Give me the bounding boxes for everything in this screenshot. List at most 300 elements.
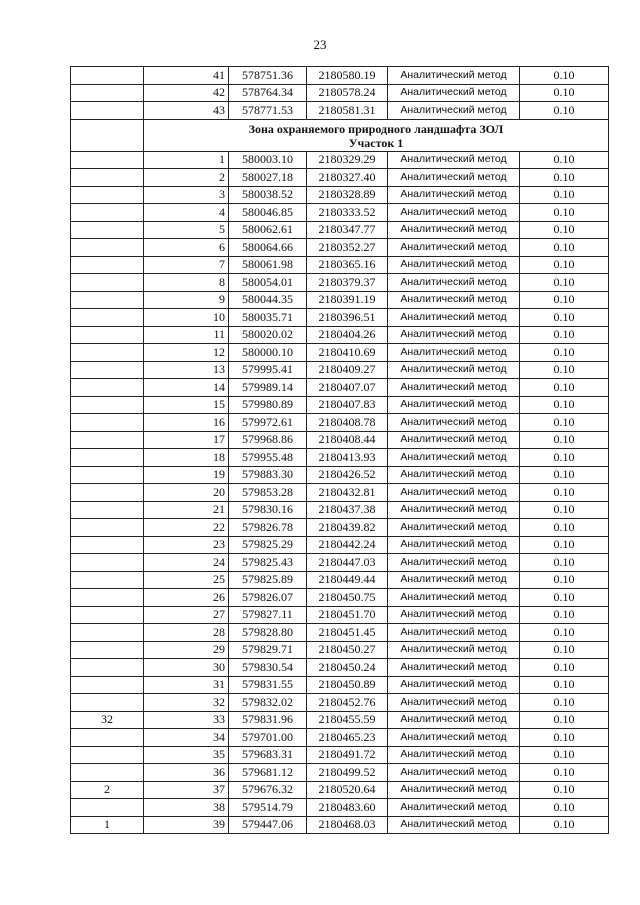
point-side-cell: 1 [71, 816, 144, 834]
coord-y-cell: 2180439.82 [307, 519, 388, 537]
coord-y-cell: 2180450.75 [307, 589, 388, 607]
point-side-cell [71, 84, 144, 102]
coord-x-cell: 580046.85 [229, 204, 307, 222]
section-side-cell [71, 119, 144, 151]
coord-y-cell: 2180580.19 [307, 67, 388, 85]
method-cell: Аналитический метод [388, 344, 520, 362]
point-side-cell [71, 256, 144, 274]
coord-y-cell: 2180447.03 [307, 554, 388, 572]
table-body-top [71, 67, 609, 120]
error-cell: 0.10 [520, 589, 609, 607]
table-row [71, 711, 609, 729]
coord-x-cell: 580020.02 [229, 326, 307, 344]
point-side-cell [71, 519, 144, 537]
coord-y-cell: 2180450.24 [307, 659, 388, 677]
point-side-cell [71, 659, 144, 677]
coord-x-cell: 580064.66 [229, 239, 307, 257]
point-number-cell: 12 [144, 344, 229, 362]
point-side-cell: 32 [71, 711, 144, 729]
coord-y-cell: 2180352.27 [307, 239, 388, 257]
method-cell: Аналитический метод [388, 102, 520, 120]
coord-x-cell: 578764.34 [229, 84, 307, 102]
point-side-cell [71, 606, 144, 624]
method-cell: Аналитический метод [388, 729, 520, 747]
point-number-cell: 7 [144, 256, 229, 274]
point-number-cell: 36 [144, 764, 229, 782]
page-number: 23 [313, 37, 327, 52]
point-number-cell: 8 [144, 274, 229, 292]
method-cell: Аналитический метод [388, 169, 520, 187]
method-cell: Аналитический метод [388, 676, 520, 694]
point-number-cell: 3 [144, 186, 229, 204]
table-row [71, 102, 609, 120]
error-cell: 0.10 [520, 102, 609, 120]
method-cell: Аналитический метод [388, 396, 520, 414]
coord-x-cell: 579826.78 [229, 519, 307, 537]
method-cell: Аналитический метод [388, 274, 520, 292]
point-number-cell: 16 [144, 414, 229, 432]
point-side-cell [71, 309, 144, 327]
error-cell: 0.10 [520, 676, 609, 694]
coord-y-cell: 2180468.03 [307, 816, 388, 834]
coord-x-cell: 579676.32 [229, 781, 307, 799]
point-number-cell: 4 [144, 204, 229, 222]
error-cell: 0.10 [520, 781, 609, 799]
table-row [71, 379, 609, 397]
coord-x-cell: 579825.43 [229, 554, 307, 572]
coord-x-cell: 580054.01 [229, 274, 307, 292]
point-number-cell: 1 [144, 151, 229, 169]
error-cell: 0.10 [520, 501, 609, 519]
point-number-cell: 32 [144, 694, 229, 712]
coord-x-cell: 580038.52 [229, 186, 307, 204]
point-side-cell [71, 344, 144, 362]
point-number-cell: 21 [144, 501, 229, 519]
point-side-cell: 2 [71, 781, 144, 799]
point-side-cell [71, 414, 144, 432]
method-cell: Аналитический метод [388, 484, 520, 502]
error-cell: 0.10 [520, 414, 609, 432]
table-row [71, 624, 609, 642]
method-cell: Аналитический метод [388, 326, 520, 344]
coord-y-cell: 2180327.40 [307, 169, 388, 187]
point-number-cell: 30 [144, 659, 229, 677]
error-cell: 0.10 [520, 746, 609, 764]
method-cell: Аналитический метод [388, 554, 520, 572]
error-cell: 0.10 [520, 379, 609, 397]
point-number-cell: 2 [144, 169, 229, 187]
table-row [71, 606, 609, 624]
coord-y-cell: 2180451.45 [307, 624, 388, 642]
method-cell: Аналитический метод [388, 204, 520, 222]
error-cell: 0.10 [520, 169, 609, 187]
point-side-cell [71, 151, 144, 169]
coord-y-cell: 2180499.52 [307, 764, 388, 782]
error-cell: 0.10 [520, 711, 609, 729]
table-row [71, 186, 609, 204]
coord-y-cell: 2180407.07 [307, 379, 388, 397]
point-number-cell: 11 [144, 326, 229, 344]
point-side-cell [71, 379, 144, 397]
coord-y-cell: 2180404.26 [307, 326, 388, 344]
coord-y-cell: 2180379.37 [307, 274, 388, 292]
coord-x-cell: 579883.30 [229, 466, 307, 484]
coord-y-cell: 2180365.16 [307, 256, 388, 274]
error-cell: 0.10 [520, 554, 609, 572]
coord-y-cell: 2180333.52 [307, 204, 388, 222]
error-cell: 0.10 [520, 291, 609, 309]
coord-x-cell: 579955.48 [229, 449, 307, 467]
coord-x-cell: 579826.07 [229, 589, 307, 607]
table-row [71, 484, 609, 502]
point-side-cell [71, 554, 144, 572]
table-row [71, 659, 609, 677]
error-cell: 0.10 [520, 256, 609, 274]
method-cell: Аналитический метод [388, 781, 520, 799]
point-side-cell [71, 326, 144, 344]
error-cell: 0.10 [520, 659, 609, 677]
section-subtitle: Участок 1 [348, 135, 404, 150]
method-cell: Аналитический метод [388, 151, 520, 169]
point-number-cell: 9 [144, 291, 229, 309]
table-row [71, 361, 609, 379]
method-cell: Аналитический метод [388, 449, 520, 467]
coord-y-cell: 2180437.38 [307, 501, 388, 519]
table-row [71, 729, 609, 747]
coord-x-cell: 579980.89 [229, 396, 307, 414]
coord-x-cell: 579825.89 [229, 571, 307, 589]
coord-y-cell: 2180455.59 [307, 711, 388, 729]
error-cell: 0.10 [520, 764, 609, 782]
point-side-cell [71, 102, 144, 120]
table-row [71, 589, 609, 607]
error-cell: 0.10 [520, 309, 609, 327]
point-side-cell [71, 764, 144, 782]
coord-y-cell: 2180465.23 [307, 729, 388, 747]
method-cell: Аналитический метод [388, 431, 520, 449]
section-title: Зона охраняемого природного ландшафта ЗОЛ [248, 121, 504, 136]
table-row [71, 84, 609, 102]
table-row [71, 239, 609, 257]
table-row [71, 781, 609, 799]
coord-x-cell: 579853.28 [229, 484, 307, 502]
coord-x-cell: 579681.12 [229, 764, 307, 782]
point-number-cell: 34 [144, 729, 229, 747]
point-side-cell [71, 361, 144, 379]
point-number-cell: 19 [144, 466, 229, 484]
coord-x-cell: 579968.86 [229, 431, 307, 449]
section-header [71, 119, 609, 151]
coord-x-cell: 580000.10 [229, 344, 307, 362]
error-cell: 0.10 [520, 239, 609, 257]
method-cell: Аналитический метод [388, 501, 520, 519]
point-side-cell [71, 501, 144, 519]
error-cell: 0.10 [520, 344, 609, 362]
point-side-cell [71, 466, 144, 484]
point-side-cell [71, 186, 144, 204]
method-cell: Аналитический метод [388, 746, 520, 764]
table-row [71, 151, 609, 169]
coord-x-cell: 579989.14 [229, 379, 307, 397]
coord-y-cell: 2180451.70 [307, 606, 388, 624]
error-cell: 0.10 [520, 799, 609, 817]
coord-x-cell: 580061.98 [229, 256, 307, 274]
coord-y-cell: 2180578.24 [307, 84, 388, 102]
coord-x-cell: 580035.71 [229, 309, 307, 327]
point-side-cell [71, 746, 144, 764]
coord-y-cell: 2180347.77 [307, 221, 388, 239]
table-row [71, 501, 609, 519]
section-title-cell [144, 119, 609, 151]
point-side-cell [71, 624, 144, 642]
point-side-cell [71, 449, 144, 467]
point-number-cell: 29 [144, 641, 229, 659]
method-cell: Аналитический метод [388, 589, 520, 607]
point-number-cell: 38 [144, 799, 229, 817]
point-side-cell [71, 274, 144, 292]
point-side-cell [71, 169, 144, 187]
point-number-cell: 24 [144, 554, 229, 572]
error-cell: 0.10 [520, 151, 609, 169]
coord-x-cell: 579514.79 [229, 799, 307, 817]
point-side-cell [71, 431, 144, 449]
error-cell: 0.10 [520, 67, 609, 85]
point-number-cell: 18 [144, 449, 229, 467]
point-number-cell: 35 [144, 746, 229, 764]
error-cell: 0.10 [520, 221, 609, 239]
coord-x-cell: 579701.00 [229, 729, 307, 747]
point-number-cell: 42 [144, 84, 229, 102]
coord-x-cell: 579995.41 [229, 361, 307, 379]
coord-x-cell: 580003.10 [229, 151, 307, 169]
table-row [71, 816, 609, 834]
table-row [71, 571, 609, 589]
error-cell: 0.10 [520, 449, 609, 467]
section-row [71, 119, 609, 151]
coord-y-cell: 2180407.83 [307, 396, 388, 414]
method-cell: Аналитический метод [388, 466, 520, 484]
method-cell: Аналитический метод [388, 379, 520, 397]
error-cell: 0.10 [520, 536, 609, 554]
table-row [71, 204, 609, 222]
coord-y-cell: 2180491.72 [307, 746, 388, 764]
error-cell: 0.10 [520, 624, 609, 642]
method-cell: Аналитический метод [388, 67, 520, 85]
point-number-cell: 15 [144, 396, 229, 414]
point-number-cell: 10 [144, 309, 229, 327]
error-cell: 0.10 [520, 484, 609, 502]
table-row [71, 746, 609, 764]
coord-y-cell: 2180449.44 [307, 571, 388, 589]
coord-y-cell: 2180442.24 [307, 536, 388, 554]
coord-y-cell: 2180408.44 [307, 431, 388, 449]
point-number-cell: 37 [144, 781, 229, 799]
point-side-cell [71, 589, 144, 607]
point-number-cell: 20 [144, 484, 229, 502]
coord-x-cell: 580044.35 [229, 291, 307, 309]
error-cell: 0.10 [520, 84, 609, 102]
table-row [71, 676, 609, 694]
method-cell: Аналитический метод [388, 799, 520, 817]
coord-x-cell: 579830.16 [229, 501, 307, 519]
error-cell: 0.10 [520, 729, 609, 747]
coord-y-cell: 2180432.81 [307, 484, 388, 502]
table-row [71, 554, 609, 572]
error-cell: 0.10 [520, 431, 609, 449]
coord-y-cell: 2180396.51 [307, 309, 388, 327]
coord-y-cell: 2180391.19 [307, 291, 388, 309]
error-cell: 0.10 [520, 361, 609, 379]
point-number-cell: 22 [144, 519, 229, 537]
coord-y-cell: 2180328.89 [307, 186, 388, 204]
point-side-cell [71, 67, 144, 85]
coord-x-cell: 579972.61 [229, 414, 307, 432]
coord-x-cell: 579828.80 [229, 624, 307, 642]
method-cell: Аналитический метод [388, 694, 520, 712]
coord-x-cell: 579683.31 [229, 746, 307, 764]
coord-y-cell: 2180450.89 [307, 676, 388, 694]
point-number-cell: 39 [144, 816, 229, 834]
method-cell: Аналитический метод [388, 816, 520, 834]
method-cell: Аналитический метод [388, 361, 520, 379]
point-side-cell [71, 729, 144, 747]
coord-x-cell: 579831.96 [229, 711, 307, 729]
point-side-cell [71, 799, 144, 817]
method-cell: Аналитический метод [388, 239, 520, 257]
coord-x-cell: 579827.11 [229, 606, 307, 624]
point-number-cell: 5 [144, 221, 229, 239]
error-cell: 0.10 [520, 326, 609, 344]
method-cell: Аналитический метод [388, 641, 520, 659]
coord-y-cell: 2180452.76 [307, 694, 388, 712]
point-side-cell [71, 694, 144, 712]
coordinates-table [70, 66, 609, 834]
table-row [71, 694, 609, 712]
coord-x-cell: 579447.06 [229, 816, 307, 834]
error-cell: 0.10 [520, 519, 609, 537]
error-cell: 0.10 [520, 274, 609, 292]
method-cell: Аналитический метод [388, 624, 520, 642]
coord-y-cell: 2180426.52 [307, 466, 388, 484]
method-cell: Аналитический метод [388, 256, 520, 274]
error-cell: 0.10 [520, 466, 609, 484]
method-cell: Аналитический метод [388, 659, 520, 677]
coord-y-cell: 2180408.78 [307, 414, 388, 432]
point-number-cell: 25 [144, 571, 229, 589]
method-cell: Аналитический метод [388, 414, 520, 432]
method-cell: Аналитический метод [388, 711, 520, 729]
point-side-cell [71, 204, 144, 222]
point-number-cell: 33 [144, 711, 229, 729]
table-row [71, 466, 609, 484]
coord-x-cell: 580062.61 [229, 221, 307, 239]
table-row [71, 431, 609, 449]
error-cell: 0.10 [520, 694, 609, 712]
point-side-cell [71, 396, 144, 414]
coord-x-cell: 579831.55 [229, 676, 307, 694]
point-side-cell [71, 676, 144, 694]
table-row [71, 221, 609, 239]
point-number-cell: 27 [144, 606, 229, 624]
point-side-cell [71, 239, 144, 257]
point-side-cell [71, 291, 144, 309]
point-number-cell: 28 [144, 624, 229, 642]
method-cell: Аналитический метод [388, 519, 520, 537]
method-cell: Аналитический метод [388, 186, 520, 204]
method-cell: Аналитический метод [388, 764, 520, 782]
point-number-cell: 43 [144, 102, 229, 120]
method-cell: Аналитический метод [388, 291, 520, 309]
point-number-cell: 26 [144, 589, 229, 607]
coord-y-cell: 2180410.69 [307, 344, 388, 362]
table-row [71, 764, 609, 782]
table-row [71, 799, 609, 817]
error-cell: 0.10 [520, 396, 609, 414]
coord-x-cell: 578771.53 [229, 102, 307, 120]
point-number-cell: 13 [144, 361, 229, 379]
coord-x-cell: 579830.54 [229, 659, 307, 677]
coord-x-cell: 579832.02 [229, 694, 307, 712]
table-row [71, 67, 609, 85]
point-number-cell: 6 [144, 239, 229, 257]
coord-y-cell: 2180409.27 [307, 361, 388, 379]
table-row [71, 326, 609, 344]
coord-y-cell: 2180413.93 [307, 449, 388, 467]
coord-y-cell: 2180520.64 [307, 781, 388, 799]
table-row [71, 396, 609, 414]
table-row [71, 256, 609, 274]
error-cell: 0.10 [520, 606, 609, 624]
table-row [71, 536, 609, 554]
table-row [71, 291, 609, 309]
point-side-cell [71, 221, 144, 239]
method-cell: Аналитический метод [388, 221, 520, 239]
error-cell: 0.10 [520, 186, 609, 204]
coord-y-cell: 2180581.31 [307, 102, 388, 120]
coord-y-cell: 2180483.60 [307, 799, 388, 817]
point-side-cell [71, 536, 144, 554]
coord-x-cell: 578751.36 [229, 67, 307, 85]
coord-x-cell: 580027.18 [229, 169, 307, 187]
coord-y-cell: 2180329.29 [307, 151, 388, 169]
table-row [71, 449, 609, 467]
point-side-cell [71, 571, 144, 589]
table-row [71, 309, 609, 327]
table-body-main [71, 151, 609, 834]
table-row [71, 169, 609, 187]
point-side-cell [71, 484, 144, 502]
table-row [71, 344, 609, 362]
point-number-cell: 14 [144, 379, 229, 397]
error-cell: 0.10 [520, 641, 609, 659]
point-number-cell: 17 [144, 431, 229, 449]
method-cell: Аналитический метод [388, 606, 520, 624]
coord-y-cell: 2180450.27 [307, 641, 388, 659]
coord-x-cell: 579829.71 [229, 641, 307, 659]
coord-x-cell: 579825.29 [229, 536, 307, 554]
point-number-cell: 23 [144, 536, 229, 554]
method-cell: Аналитический метод [388, 309, 520, 327]
point-number-cell: 31 [144, 676, 229, 694]
table-row [71, 274, 609, 292]
error-cell: 0.10 [520, 816, 609, 834]
table-row [71, 414, 609, 432]
table-row [71, 519, 609, 537]
point-side-cell [71, 641, 144, 659]
method-cell: Аналитический метод [388, 84, 520, 102]
method-cell: Аналитический метод [388, 571, 520, 589]
error-cell: 0.10 [520, 204, 609, 222]
